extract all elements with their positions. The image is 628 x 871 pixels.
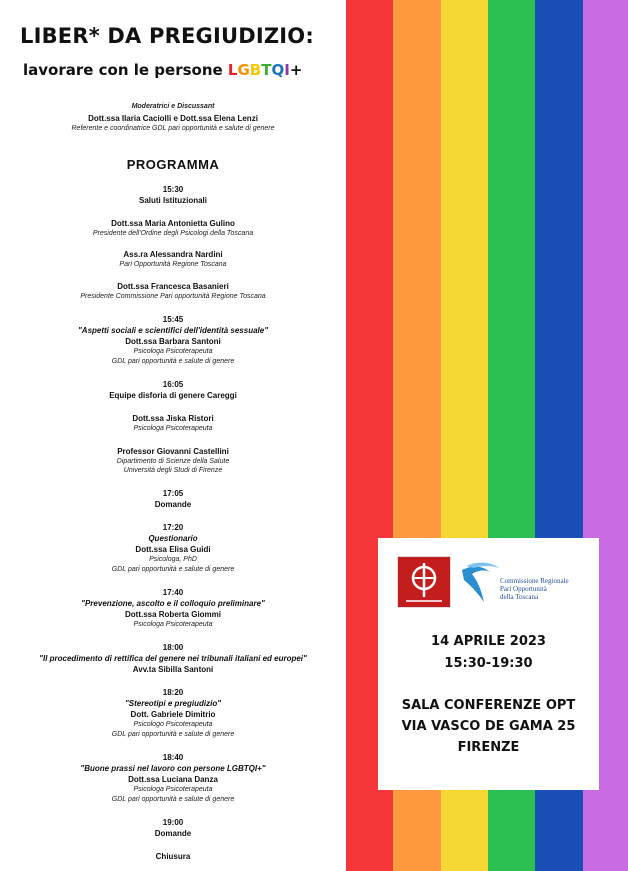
- program-entry-detail: Presidente dell'Ordine degli Psicologi della Toscana: [92, 230, 254, 237]
- program-entry-bold: 18:40: [162, 753, 184, 762]
- program-entry-title: "Prevenzione, ascolto e il colloquio preliminare": [81, 599, 265, 608]
- program-entry-detail: Psicologa Psicoterapeuta: [133, 786, 213, 793]
- program-entry-detail: Psicologa Psicoterapeuta: [133, 348, 213, 355]
- lgbt-letter: B: [249, 61, 262, 79]
- event-address: VIA VASCO DE GAMA 25: [401, 719, 576, 734]
- program-entry-bold: Dott.ssa Luciana Danza: [128, 775, 218, 784]
- program-entry-bold: Professor Giovanni Castellini: [117, 447, 229, 456]
- lgbt-letter: L: [227, 61, 238, 79]
- program-entry-bold: Avv.ta Sibilla Santoni: [132, 665, 214, 674]
- poster-title: LIBER* DA PREGIUDIZIO:: [20, 24, 314, 48]
- program-entry-title: "Aspetti sociali e scientifici dell'identità sessuale": [78, 326, 268, 335]
- program-entry-detail: GDL pari opportunità e salute di genere: [111, 796, 235, 803]
- program-entry-bold: Dott.ssa Jiska Ristori: [132, 414, 214, 423]
- program-entry-bold: Domande: [154, 500, 192, 509]
- program-entry-bold: Ass.ra Alessandra Nardini: [123, 250, 223, 259]
- program-entry-bold: Saluti Istituzionali: [138, 196, 207, 205]
- program-entry-bold: Dott.ssa Francesca Basanieri: [117, 282, 229, 291]
- program-title: PROGRAMMA: [126, 157, 220, 172]
- program-entry-bold: Dott. Gabriele Dimitrio: [130, 710, 216, 719]
- program-entry-bold: 15:45: [162, 315, 184, 324]
- program-entry-bold: 18:00: [162, 643, 184, 652]
- commission-name-line1: Commissione Regionale: [500, 577, 569, 585]
- event-date: 14 APRILE 2023: [431, 634, 546, 649]
- event-info-card: [378, 538, 599, 790]
- lgbt-letter: I: [284, 61, 290, 79]
- program-entry-bold: Chiusura: [155, 852, 191, 861]
- psychologists-order-logo: [397, 556, 451, 608]
- program-entry-bold: Equipe disforia di genere Careggi: [109, 391, 237, 400]
- lgbt-letter: T: [261, 61, 272, 79]
- program-entry-bold: 16:05: [162, 380, 184, 389]
- lgbt-acronym: [228, 61, 302, 79]
- program-entry-bold: 17:40: [162, 588, 184, 597]
- program-entry-bold: Dott.ssa Roberta Giommi: [124, 610, 221, 619]
- program-entry-title: "Stereotipi e pregiudizio": [124, 699, 222, 708]
- program-entry-detail: GDL pari opportunità e salute di genere: [111, 566, 235, 573]
- lgbt-letter: G: [237, 61, 250, 79]
- program-entry-detail: Dipartimento di Scienze della Salute: [116, 458, 230, 465]
- program-entry-bold: Domande: [154, 829, 192, 838]
- event-venue: SALA CONFERENZE OPT: [401, 698, 576, 713]
- lgbt-letter: Q: [271, 61, 285, 79]
- regional-commission-logo: [460, 558, 580, 606]
- program-entry-detail: GDL pari opportunità e salute di genere: [111, 358, 235, 365]
- moderators-names: Dott.ssa Ilaria Caciolli e Dott.ssa Elena Lenzi: [88, 114, 258, 123]
- program-entry-bold: Dott.ssa Maria Antonietta Gulino: [111, 219, 235, 228]
- program-entry-bold: 17:05: [162, 489, 184, 498]
- commission-name-line3: della Toscana: [500, 593, 539, 601]
- program-entry-detail: Presidente Commissione Pari opportunità Regione Toscana: [80, 293, 266, 300]
- program-entry-detail: GDL pari opportunità e salute di genere: [111, 731, 235, 738]
- program-entry-detail: Psicologo Psicoterapeuta: [133, 721, 213, 728]
- program-entry-detail: Psicologa, PhD: [149, 556, 197, 563]
- program-entry-detail: Psicologa Psicoterapeuta: [133, 425, 213, 432]
- moderators-heading: Moderatrici e Discussant: [131, 103, 215, 110]
- program-entry-bold: 15:30: [162, 185, 184, 194]
- event-city: FIRENZE: [457, 740, 520, 755]
- program-entry-bold: 19:00: [162, 818, 184, 827]
- program-entry-title: Questionario: [148, 534, 198, 543]
- program-entry-title: "Buone prassi nel lavoro con persone LGBTQI+": [80, 764, 266, 773]
- lgbt-letter: +: [289, 61, 303, 79]
- program-entry-detail: Psicologa Psicoterapeuta: [133, 621, 213, 628]
- program-entry-detail: Università degli Studi di Firenze: [123, 467, 223, 474]
- commission-name-line2: Pari Opportunità: [500, 585, 547, 593]
- program-entry-bold: 17:20: [162, 523, 184, 532]
- program-entry-bold: Dott.ssa Elisa Guidi: [135, 545, 211, 554]
- program-entry-bold: 18:20: [162, 688, 184, 697]
- subtitle-text: lavorare con le persone: [23, 61, 228, 79]
- program-entry-bold: Dott.ssa Barbara Santoni: [125, 337, 221, 346]
- moderators-role: Referente e coordinatrice GDL pari opportunità e salute di genere: [71, 125, 275, 132]
- poster-subtitle: [23, 61, 302, 79]
- program-entry-detail: Pari Opportunità Regione Toscana: [119, 261, 227, 268]
- program-entry-title: "Il procedimento di rettifica del genere nei tribunali italiani ed europei": [39, 654, 307, 663]
- event-time: 15:30-19:30: [444, 656, 533, 671]
